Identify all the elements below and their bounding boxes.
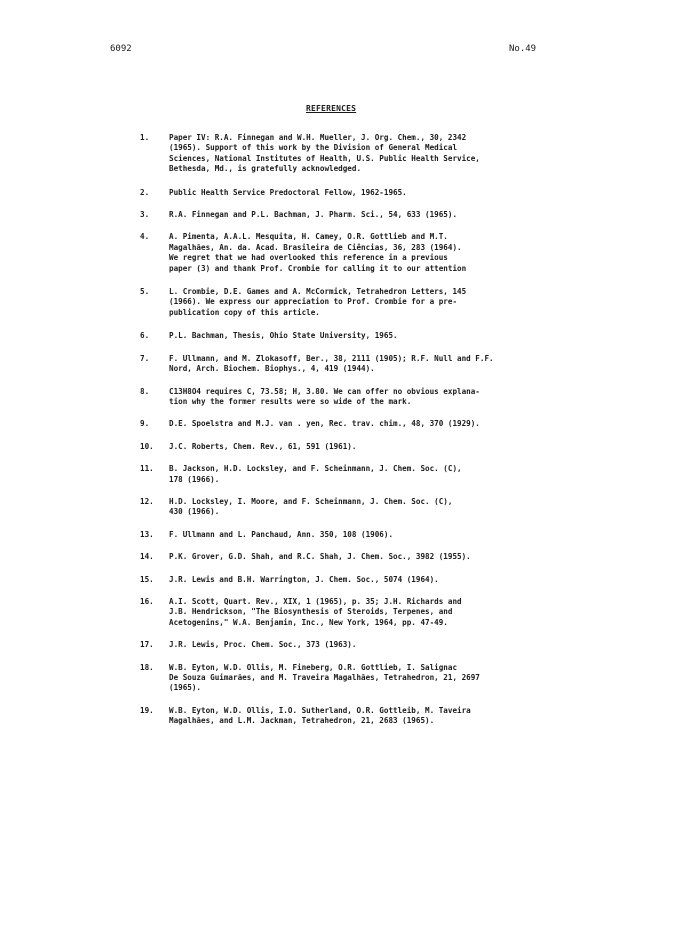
reference-number: 6. [140,331,150,341]
reference-text: P.K. Grover, G.D. Shah, and R.C. Shah, J. Chem. Soc., 3982 (1955). [169,552,471,562]
reference-text: A.I. Scott, Quart. Rev., XIX, 1 (1965), p. 35; J.H. Richards and J.B. Hendrickson, "The Biosynthesis of Steroids, Terpenes, and Acetogenins," W.A. Benjamin, Inc., New York, 1964, pp. 47-49. [169,596,462,627]
reference-text: J.C. Roberts, Chem. Rev., 61, 591 (1961). [169,441,357,451]
reference-list [140,133,560,727]
reference-number: 8. [140,386,150,396]
reference-text: Paper IV: R.A. Finnegan and W.H. Mueller, J. Org. Chem., 30, 2342 (1965). Support of this work by the Division of General Medical Sciences, National Institutes of Health, U.S. Public Health Service, Bethesda, Md., is gratefully acknowledged. [169,133,480,174]
reference-item [140,188,560,198]
reference-item [140,133,560,175]
reference-number: 3. [140,210,150,220]
reference-number: 10. [140,441,154,451]
reference-number: 2. [140,187,150,197]
reference-item [140,640,560,650]
reference-item [140,552,560,562]
reference-item [140,354,560,375]
reference-item [140,530,560,540]
reference-text: J.R. Lewis, Proc. Chem. Soc., 373 (1963). [169,640,357,650]
reference-number: 1. [140,133,150,142]
reference-item [140,387,560,408]
page-number: 6092 [110,44,132,54]
reference-number: 17. [140,640,154,650]
reference-number: 7. [140,353,150,363]
reference-text: J.R. Lewis and B.H. Warrington, J. Chem. Soc., 5074 (1964). [169,574,439,584]
reference-number: 5. [140,287,150,297]
reference-text: C13H8O4 requires C, 73.58; H, 3.80. We can offer no obvious explana- tion why the former results were so wide of the mark. [169,386,480,406]
reference-number: 13. [140,529,154,539]
reference-text: R.A. Finnegan and P.L. Bachman, J. Pharm. Sci., 54, 633 (1965). [169,210,458,220]
reference-text: P.L. Bachman, Thesis, Ohio State University, 1965. [169,331,398,341]
reference-text: D.E. Spoelstra and M.J. van . yen, Rec. trav. chim., 48, 370 (1929). [169,419,480,429]
reference-number: 4. [140,232,150,242]
reference-text: L. Crombie, D.E. Games and A. McCormick, Tetrahedron Letters, 145 (1966). We express our appreciation to Prof. Crombie for a pre- publication copy of this article. [169,287,467,317]
reference-number: 9. [140,419,150,429]
reference-item [140,331,560,341]
reference-number: 14. [140,552,154,562]
reference-number: 11. [140,464,154,474]
reference-text: A. Pimenta, A.A.L. Mesquita, H. Camey, O.R. Gottlieb and M.T. Magalhães, An. da. Acad. Brasileira de Ciências, 36, 283 (1964). We regret that we had overlooked this reference in a previous paper (3) and thank Prof. Crombie for calling it to our attention [169,232,467,273]
reference-text: F. Ullmann and L. Panchaud, Ann. 350, 108 (1906). [169,529,394,539]
reference-item [140,232,560,274]
reference-number: 18. [140,662,154,672]
reference-item [140,597,560,628]
reference-item [140,663,560,694]
reference-text: B. Jackson, H.D. Locksley, and F. Scheinmann, J. Chem. Soc. (C), 178 (1966). [169,464,462,484]
reference-text: F. Ullmann, and M. Zlokasoff, Ber., 38, 2111 (1905); R.F. Null and F.F. Nord, Arch. Biochem. Biophys., 4, 419 (1944). [169,353,494,374]
reference-text: W.B. Eyton, W.D. Ollis, M. Fineberg, O.R. Gottlieb, I. Salignac De Souza Guimarães, and M. Traveira Magalhães, Tetrahedron, 21, 2697 (1965). [169,662,480,693]
reference-item [140,419,560,429]
reference-text: H.D. Locksley, I. Moore, and F. Scheinmann, J. Chem. Soc. (C), 430 (1966). [169,496,453,517]
reference-number: 19. [140,705,154,715]
reference-number: 12. [140,496,154,506]
reference-text: Public Health Service Predoctoral Fellow, 1962-1965. [169,187,407,197]
reference-number: 15. [140,574,154,584]
reference-item [140,210,560,220]
issue-number: No.49 [509,44,537,54]
references-heading: REFERENCES [306,104,357,113]
reference-number: 16. [140,596,154,606]
reference-item [140,287,560,318]
reference-item [140,706,560,727]
reference-item [140,497,560,518]
reference-item [140,575,560,585]
reference-item [140,464,560,485]
reference-text: W.B. Eyton, W.D. Ollis, I.O. Sutherland, O.R. Gottleib, M. Taveira Magalhães, and L.M. Jackman, Tetrahedron, 21, 2683 (1965). [169,705,471,726]
reference-item [140,442,560,452]
